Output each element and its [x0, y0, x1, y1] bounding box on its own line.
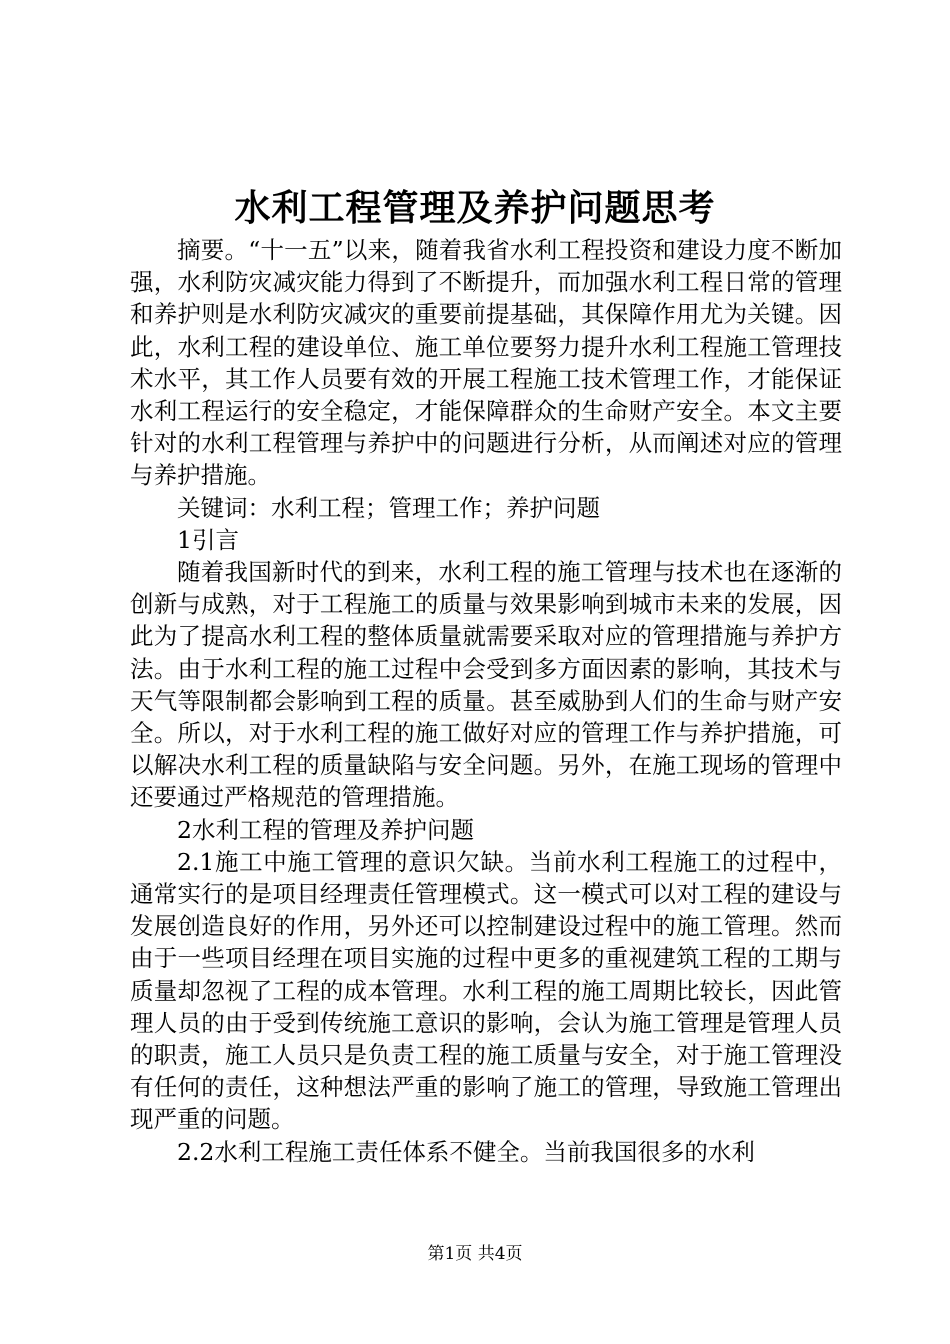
section-2-1-paragraph: 2.1施工中施工管理的意识欠缺。当前水利工程施工的过程中，通常实行的是项目经理责任管理模式。这一模式可以对工程的建设与发展创造良好的作用，另外还可以控制建设过程中的施工管理。然而由于一些项目经理在项目实施的过程中更多的重视建筑工程的工期与质量却忽视了工程的成本管理。水利工程的施工周期比较长，因此管理人员的由于受到传统施工意识的影响，会认为施工管理是管理人员的职责，施工人员只是负责工程的施工质量与安全，对于施工管理没有任何的责任，这种想法严重的影响了施工的管理，导致施工管理出现严重的问题。: [130, 847, 842, 1134]
section-2-2-paragraph: 2.2水利工程施工责任体系不健全。当前我国很多的水利: [177, 1137, 755, 1166]
document-body: [130, 234, 842, 1168]
section-2-heading: 2水利工程的管理及养护问题: [177, 815, 474, 844]
keywords-line: 关键词：水利工程；管理工作；养护问题: [177, 493, 600, 522]
abstract-paragraph: 摘要。“十一五”以来，随着我省水利工程投资和建设力度不断加强，水利防灾减灾能力得到了不断提升，而加强水利工程日常的管理和养护则是水利防灾减灾的重要前提基础，其保障作用尤为关键。因此，水利工程的建设单位、施工单位要努力提升水利工程施工管理技术水平，其工作人员要有效的开展工程施工技术管理工作，才能保证水利工程运行的安全稳定，才能保障群众的生命财产安全。本文主要针对的水利工程管理与养护中的问题进行分析，从而阐述对应的管理与养护措施。: [130, 236, 842, 490]
section-1-paragraph: 随着我国新时代的到来，水利工程的施工管理与技术也在逐渐的创新与成熟，对于工程施工的质量与效果影响到城市未来的发展，因此为了提高水利工程的整体质量就需要采取对应的管理措施与养护方法。由于水利工程的施工过程中会受到多方面因素的影响，其技术与天气等限制都会影响到工程的质量。甚至威胁到人们的生命与财产安全。所以，对于水利工程的施工做好对应的管理工作与养护措施，可以解决水利工程的质量缺陷与安全问题。另外，在施工现场的管理中还要通过严格规范的管理措施。: [130, 558, 842, 812]
page-number-footer: 第1页 共4页: [427, 1244, 523, 1264]
section-1-heading: 1引言: [177, 525, 239, 554]
document-title: 水利工程管理及养护问题思考: [234, 188, 716, 229]
